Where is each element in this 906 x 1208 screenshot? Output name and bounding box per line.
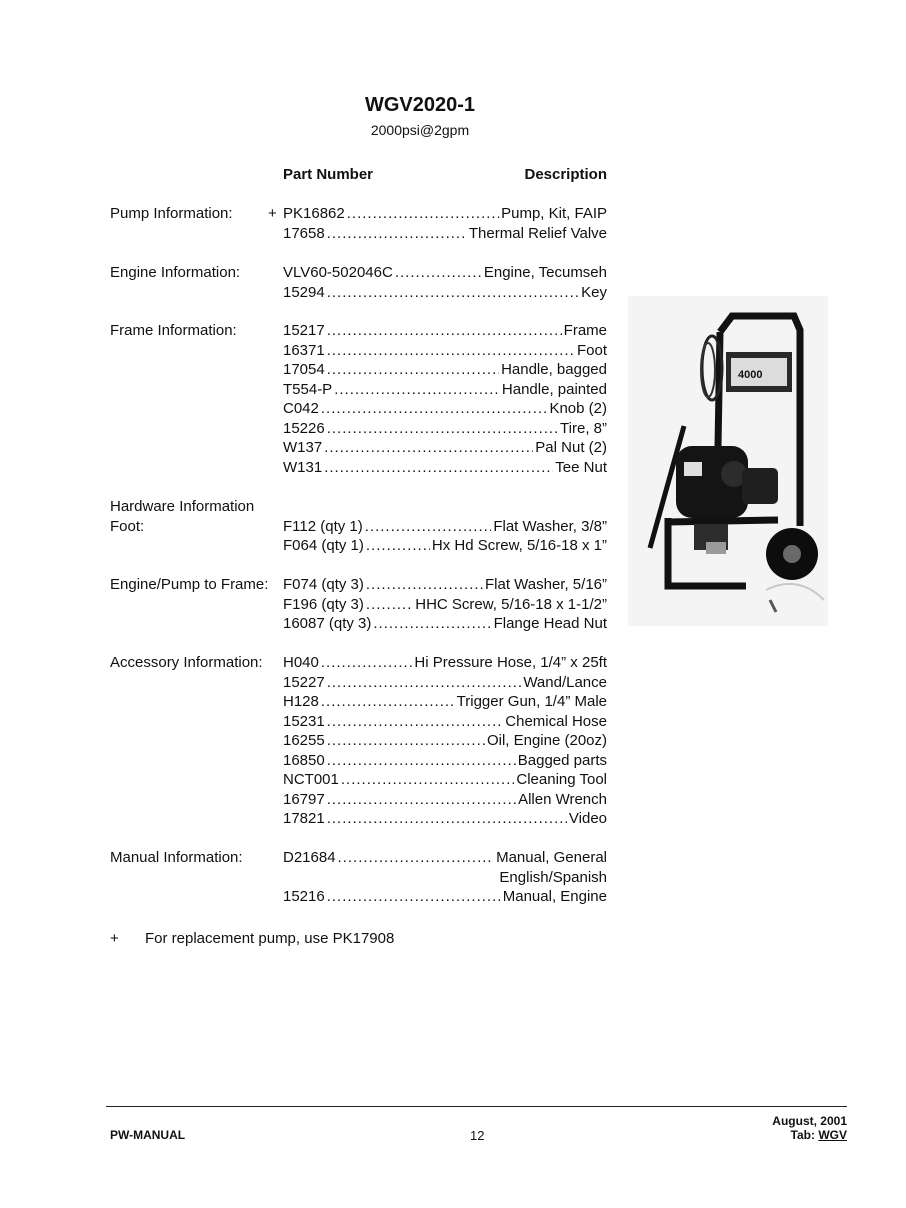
pressure-washer-illustration (628, 296, 828, 626)
part-row (283, 518, 607, 538)
part-number: 15231 (283, 713, 325, 730)
part-description-continuation: English/Spanish (499, 869, 607, 886)
part-description: Frame (563, 322, 607, 339)
part-description: Video (568, 810, 607, 827)
footer-date: August, 2001 (772, 1114, 847, 1128)
footnote-marker: + (110, 930, 119, 947)
part-description: Handle, bagged (501, 361, 607, 378)
part-row (283, 654, 607, 674)
part-row (283, 849, 607, 869)
leader-dots (327, 752, 516, 769)
page-subtitle: 2000psi@2gpm (370, 122, 470, 138)
part-row (283, 537, 607, 557)
part-description: Engine, Tecumseh (483, 264, 607, 281)
part-description: Pump, Kit, FAIP (501, 205, 607, 222)
part-description: Bagged parts (517, 752, 607, 769)
part-number: F196 (qty 3) (283, 596, 364, 613)
footnote-text: For replacement pump, use PK17908 (145, 930, 395, 947)
leader-dots (327, 732, 485, 749)
part-row (283, 205, 607, 225)
page-title: WGV2020-1 (364, 94, 476, 116)
part-description: Flat Washer, 5/16” (485, 576, 607, 593)
part-number: C042 (283, 400, 319, 417)
leader-dots (321, 654, 413, 671)
part-number: 17821 (283, 810, 325, 827)
leader-dots (327, 342, 575, 359)
part-row (283, 361, 607, 381)
plate-text: 4000 (738, 369, 763, 381)
leader-dots (341, 771, 515, 788)
leader-dots (373, 615, 491, 632)
label-frame-information: Frame Information: (110, 322, 237, 339)
header-description: Description (524, 166, 607, 183)
leader-dots (327, 888, 501, 905)
label-engine-pump-frame: Engine/Pump to Frame: (110, 576, 269, 593)
label-pump-information: Pump Information: (110, 205, 233, 222)
label-hardware-information: Hardware Information (110, 498, 255, 515)
leader-dots (321, 400, 548, 417)
part-row (283, 732, 607, 752)
leader-dots (366, 596, 413, 613)
part-row (283, 342, 607, 362)
part-description: Chemical Hose (505, 713, 607, 730)
part-row (283, 322, 607, 342)
footer-rule (106, 1106, 847, 1107)
leader-dots (334, 381, 500, 398)
footer-tab-value: WGV (818, 1128, 847, 1142)
leader-dots (327, 674, 522, 691)
part-description: Tire, 8” (560, 420, 607, 437)
leader-dots (327, 225, 467, 242)
part-number: 17658 (283, 225, 325, 242)
part-row (283, 888, 607, 908)
part-number: F064 (qty 1) (283, 537, 364, 554)
part-number: H128 (283, 693, 319, 710)
part-number: NCT001 (283, 771, 339, 788)
part-row (283, 459, 607, 479)
footer-tab (791, 1128, 847, 1142)
part-number: 16087 (qty 3) (283, 615, 372, 632)
part-row (283, 810, 607, 830)
footer-page-number: 12 (470, 1128, 485, 1143)
part-description: Handle, painted (501, 381, 607, 398)
part-description: Trigger Gun, 1/4” Male (456, 693, 607, 710)
leader-dots (327, 713, 504, 730)
part-row (283, 284, 607, 304)
leader-dots (338, 849, 495, 866)
part-description: Foot (576, 342, 607, 359)
label-manual-information: Manual Information: (110, 849, 243, 866)
part-number: F074 (qty 3) (283, 576, 364, 593)
part-number: 16797 (283, 791, 325, 808)
part-number: 15227 (283, 674, 325, 691)
part-number: W131 (283, 459, 323, 476)
part-row (283, 752, 607, 772)
header-part-number: Part Number (283, 166, 374, 183)
part-number: D21684 (283, 849, 336, 866)
part-row (283, 615, 607, 635)
part-number: T554-P (283, 381, 333, 398)
leader-dots (395, 264, 482, 281)
part-description: Manual, General (496, 849, 607, 866)
part-number: 15217 (283, 322, 325, 339)
pump-marker: + (268, 205, 277, 222)
footer-manual-name: PW-MANUAL (110, 1128, 186, 1142)
part-row (283, 264, 607, 284)
part-number: H040 (283, 654, 319, 671)
part-row (283, 713, 607, 733)
part-number: PK16862 (283, 205, 345, 222)
leader-dots (366, 537, 430, 554)
part-row (283, 439, 607, 459)
leader-dots (327, 420, 558, 437)
part-description: Flange Head Nut (493, 615, 607, 632)
part-row (283, 381, 607, 401)
part-row (283, 400, 607, 420)
part-number: 15216 (283, 888, 325, 905)
part-number: W137 (283, 439, 323, 456)
pressure-washer-photo (628, 296, 828, 626)
part-number: 16255 (283, 732, 325, 749)
part-description: Thermal Relief Valve (468, 225, 607, 242)
part-description: Manual, Engine (502, 888, 607, 905)
part-number: 15226 (283, 420, 325, 437)
part-description: Cleaning Tool (516, 771, 607, 788)
leader-dots (327, 791, 516, 808)
part-row (283, 693, 607, 713)
leader-dots (321, 693, 455, 710)
leader-dots (366, 576, 483, 593)
leader-dots (327, 284, 579, 301)
part-description: Tee Nut (555, 459, 607, 476)
leader-dots (327, 322, 562, 339)
leader-dots (347, 205, 499, 222)
part-description: Wand/Lance (523, 674, 607, 691)
leader-dots (365, 518, 492, 535)
part-description: Hi Pressure Hose, 1/4” x 25ft (414, 654, 607, 671)
leader-dots (324, 439, 533, 456)
part-description: Oil, Engine (20oz) (486, 732, 607, 749)
part-number: 16371 (283, 342, 325, 359)
part-number: 17054 (283, 361, 325, 378)
leader-dots (324, 459, 553, 476)
part-description: Key (581, 284, 607, 301)
part-number: F112 (qty 1) (283, 518, 363, 535)
part-number: 16850 (283, 752, 325, 769)
part-number: VLV60-502046C (283, 264, 393, 281)
part-description: HHC Screw, 5/16-18 x 1-1/2” (415, 596, 607, 613)
leader-dots (327, 361, 499, 378)
part-description: Hx Hd Screw, 5/16-18 x 1” (431, 537, 607, 554)
label-accessory-information: Accessory Information: (110, 654, 263, 671)
label-engine-information: Engine Information: (110, 264, 241, 281)
part-row (283, 596, 607, 616)
label-foot: Foot: (110, 518, 145, 535)
part-row (283, 225, 607, 245)
part-description: Allen Wrench (518, 791, 607, 808)
part-description: Flat Washer, 3/8” (493, 518, 607, 535)
part-row (283, 791, 607, 811)
part-row (283, 420, 607, 440)
part-row (283, 576, 607, 596)
part-number: 15294 (283, 284, 325, 301)
part-description: Pal Nut (2) (535, 439, 607, 456)
part-description: Knob (2) (549, 400, 607, 417)
leader-dots (327, 810, 567, 827)
part-row (283, 771, 607, 791)
footer-tab-label: Tab: (790, 1128, 815, 1142)
part-row (283, 674, 607, 694)
